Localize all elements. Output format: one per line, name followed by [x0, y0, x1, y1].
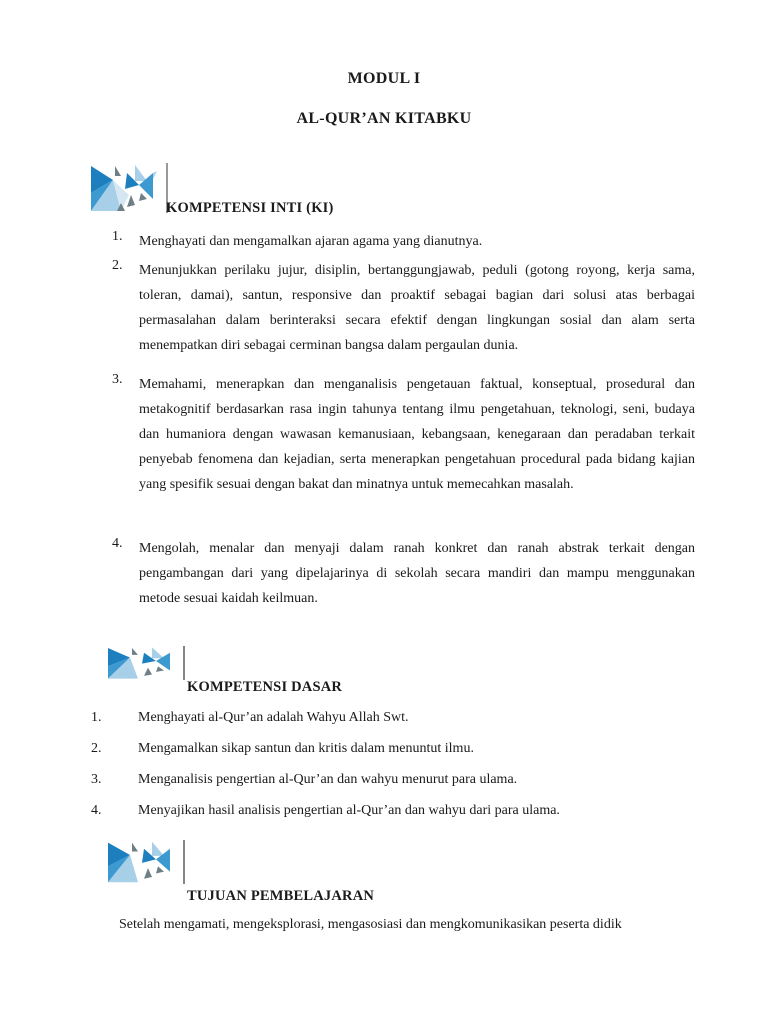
list-text: Menganalisis pengertian al-Qur’an dan wahyu menurut para ulama.: [138, 772, 518, 787]
list-text: Menghayati dan mengamalkan ajaran agama yang dianutnya.: [139, 234, 483, 249]
triangle-mosaic-logo-icon: [91, 163, 171, 213]
list-number: 4.: [112, 536, 123, 551]
section-heading-tujuan: TUJUAN PEMBELAJARAN: [187, 888, 375, 904]
list-number: 3.: [112, 372, 123, 387]
module-label: MODUL I: [347, 70, 421, 87]
list-number: 4.: [91, 803, 102, 818]
list-number: 1.: [112, 229, 123, 244]
list-number: 2.: [91, 741, 102, 756]
list-item: [112, 536, 695, 611]
list-text: Menghayati al-Qur’an adalah Wahyu Allah Swt.: [138, 710, 409, 725]
list-number: 1.: [91, 710, 102, 725]
list-item: [112, 258, 695, 358]
list-text: Mengolah, menalar dan menyaji dalam ranah konkret dan ranah abstrak terkait dengan pengambangan dari yang dipelajarinya di sekolah secara mandiri dan mampu menggunakan metode sesuai kaidah keilmuan.: [139, 541, 695, 606]
tujuan-intro-paragraph: Setelah mengamati, mengeksplorasi, mengasosiasi dan mengkomunikasikan peserta didik: [119, 917, 622, 932]
list-text: Mengamalkan sikap santun dan kritis dalam menuntut ilmu.: [138, 741, 474, 756]
module-title: AL-QUR’AN KITABKU: [296, 110, 472, 127]
list-item: [112, 229, 695, 254]
section-heading-ki: KOMPETENSI INTI (KI): [166, 200, 334, 216]
list-item: [112, 372, 695, 497]
triangle-mosaic-logo-icon: [108, 646, 188, 680]
list-number: 3.: [91, 772, 102, 787]
list-text: Menunjukkan perilaku jujur, disiplin, bertanggungjawab, peduli (gotong royong, kerja sama, toleran, damai), santun, responsive dan proaktif sebagai bagian dari solusi atas berbagai permasalahan dalam berinteraksi secara efektif dengan lingkungan sosial dan alam serta menempatkan diri sebagai cerminan bangsa dalam pergaulan dunia.: [139, 263, 695, 353]
section-heading-kd: KOMPETENSI DASAR: [187, 679, 343, 695]
list-number: 2.: [112, 258, 123, 273]
list-text: Menyajikan hasil analisis pengertian al-Qur’an dan wahyu dari para ulama.: [138, 803, 560, 818]
triangle-mosaic-logo-icon: [108, 840, 188, 884]
list-text: Memahami, menerapkan dan menganalisis pengetauan faktual, konseptual, prosedural dan metakognitif berdasarkan rasa ingin tahunya tentang ilmu pengetahuan, teknologi, seni, budaya dan humaniora dengan wawasan kemanusiaan, kebangsaan, kenegaraan dan peradaban terkait penyebab fenomena dan kejadian, serta menerapkan pengetahuan procedural pada bidang kajian yang spesifik sesuai dengan bakat dan minatnya untuk memecahkan masalah.: [139, 377, 695, 492]
